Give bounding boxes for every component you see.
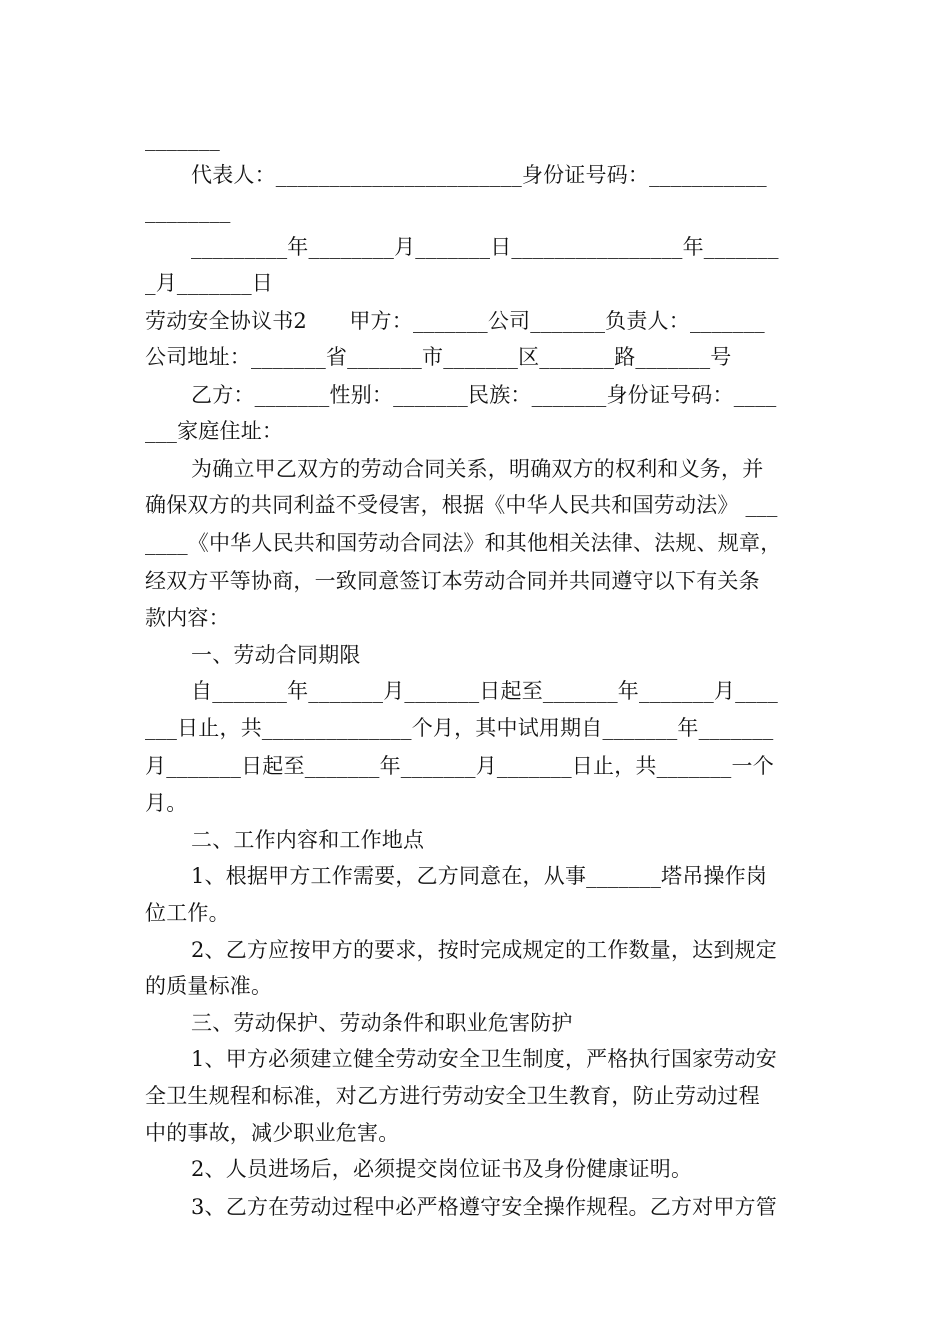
text-line: 中的事故，减少职业危害。 — [145, 1121, 400, 1145]
text-line: 2、人员进场后，必须提交岗位证书及身份健康证明。 — [191, 1157, 693, 1181]
text-line: 2、乙方应按甲方的要求，按时完成规定的工作数量，达到规定 — [191, 938, 777, 962]
text-line: 3、乙方在劳动过程中必严格遵守安全操作规程。乙方对甲方管 — [191, 1195, 777, 1219]
text-line: 1、根据甲方工作需要，乙方同意在，从事_______塔吊操作岗 — [191, 864, 768, 888]
text-line: 月。 — [145, 791, 188, 815]
section-heading: 三、劳动保护、劳动条件和职业危害防护 — [191, 1011, 573, 1035]
text-line: 代表人：_______________________身份证号码：___________ — [191, 163, 767, 187]
text-line: ____《中华人民共和国劳动合同法》和其他相关法律、法规、规章， — [145, 531, 782, 555]
section-heading: 一、劳动合同期限 — [191, 643, 361, 667]
text-line: 1、甲方必须建立健全劳动安全卫生制度，严格执行国家劳动安 — [191, 1047, 777, 1071]
section-heading: 二、工作内容和工作地点 — [191, 828, 425, 852]
text-line: 月_______日起至_______年_______月_______日止，共_______一个 — [145, 754, 774, 778]
text-line: ________ — [145, 199, 231, 223]
text-line: 全卫生规程和标准，对乙方进行劳动安全卫生教育，防止劳动过程 — [145, 1084, 760, 1108]
text-line: 确保双方的共同利益不受侵害，根据《中华人民共和国劳动法》 ___ — [145, 493, 778, 517]
text-line: 为确立甲乙双方的劳动合同关系，明确双方的权利和义务，并 — [191, 457, 764, 481]
text-line: 经双方平等协商，一致同意签订本劳动合同并共同遵守以下有关条 — [145, 569, 760, 593]
text-line: 的质量标准。 — [145, 974, 273, 998]
text-line: 公司地址：_______省_______市_______区_______路_______号 — [145, 345, 732, 369]
text-line: 位工作。 — [145, 901, 230, 925]
text-line: 劳动安全协议书2 甲方：_______公司_______负责人：_______ — [145, 309, 765, 333]
text-line: ___日止，共______________个月，其中试用期自_______年_______ — [145, 716, 774, 740]
text-line: 自_______年_______月_______日起至_______年_______月____ — [191, 679, 778, 703]
text-line: 乙方：_______性别：_______民族：_______身份证号码：____ — [191, 383, 777, 407]
text-line: _______ — [145, 127, 220, 151]
text-line: _________年________月_______日________________年_______ — [191, 235, 779, 259]
text-line: 款内容： — [145, 606, 230, 630]
text-line: ___家庭住址： — [145, 419, 284, 443]
text-line: _月_______日 — [145, 271, 273, 295]
